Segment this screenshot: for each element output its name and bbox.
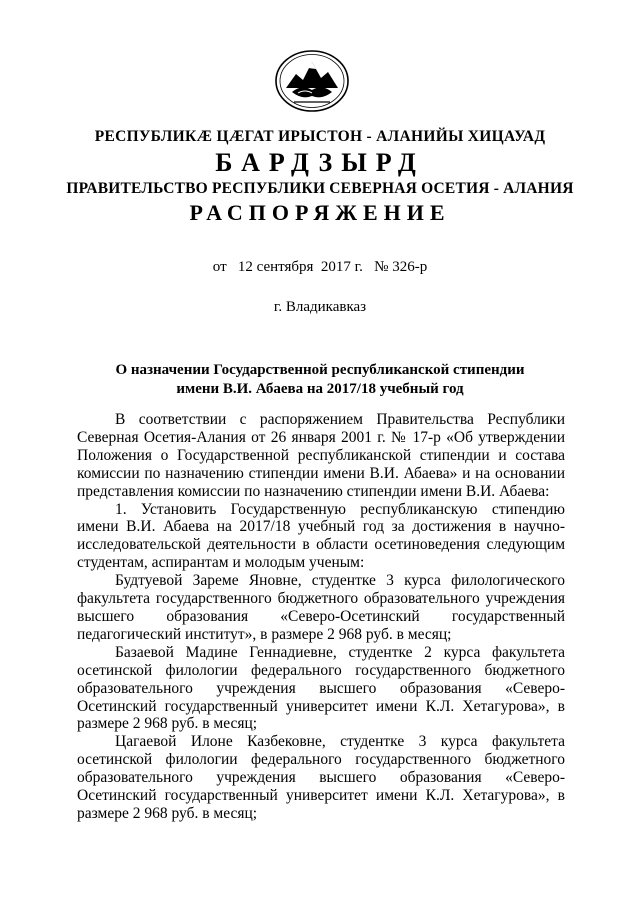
paragraph: Цагаевой Илоне Казбековне, студентке 3 курса факультета осетинской филологии федерального государственного бюджетного образовательного учреждения высшего образования «Северо-Осетинский государственный университет имени К.Л. Хетагурова», в размере 2 968 руб. в месяц; bbox=[77, 733, 565, 822]
date-and-number: от 12 сентября 2017 г. № 326-р bbox=[212, 259, 428, 275]
document-type: РАСПОРЯЖЕНИЕ bbox=[189, 200, 451, 225]
paragraph: Будтуевой Зареме Яновне, студентке 3 курса филологического факультета государственного бюджетного образовательного учреждения высшего образования «Северо-Осетинский государственный педагогический институт», в размере 2 968 руб. в месяц; bbox=[77, 572, 565, 643]
city: г. Владикавказ bbox=[273, 299, 367, 315]
title-line-2: имени В.И. Абаева на 2017/18 учебный год bbox=[176, 381, 464, 397]
document-type-ossetian: БАРДЗЫРД bbox=[215, 148, 425, 177]
title-line-1: О назначении Государственной республиканской стипендии bbox=[115, 362, 525, 378]
paragraph: 1. Установить Государственную республиканскую стипендию имени В.И. Абаева на 2017/18 учебный год за достижения в научно-исследовательской деятельности в области осетиноведения следующим студентам, аспирантам и молодым ученым: bbox=[77, 500, 565, 572]
paragraph: Базаевой Мадине Геннадиевне, студентке 2 курса факультета осетинской филологии федерального государственного бюджетного образовательного учреждения высшего образования «Северо-Осетинский государственный университет имени К.Л. Хетагурова», в размере 2 968 руб. в месяц; bbox=[77, 643, 565, 733]
paragraph: В соответствии с распоряжением Правительства Республики Северная Осетия-Алания от 26 января 2001 г. № 17-р «Об утверждении Положения о Государственной республиканской стипендии и состава комиссии по назначению стипендии имени В.И. Абаева» и на основании представления комиссии по назначению стипендии имени В.И. Абаева: bbox=[77, 411, 565, 500]
coat-of-arms-emblem bbox=[272, 48, 352, 114]
government-name: ПРАВИТЕЛЬСТВО РЕСПУБЛИКИ СЕВЕРНАЯ ОСЕТИЯ - АЛАНИЯ bbox=[66, 180, 574, 197]
document-title bbox=[0, 361, 640, 399]
document-body bbox=[77, 411, 565, 823]
republic-name-ossetian: РЕСПУБЛИКӔ ЦӔГАТ ИРЫСТОН - АЛАНИЙЫ ХИЦАУАД bbox=[94, 128, 546, 145]
